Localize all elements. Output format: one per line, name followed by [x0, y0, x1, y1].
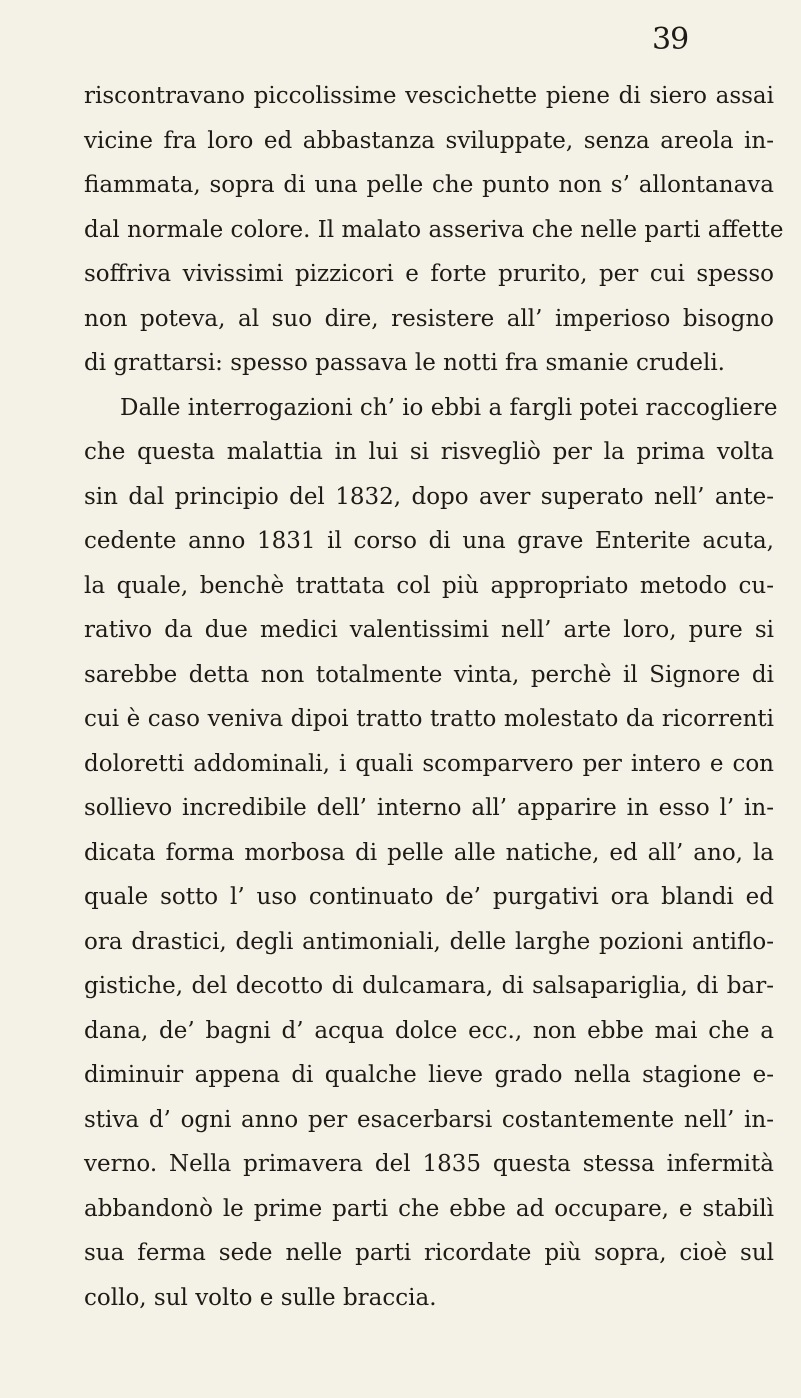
body-text: [84, 74, 784, 1320]
text-line: collo, sul volto e sulle braccia.: [84, 1284, 437, 1311]
text-line: sin dal principio del 1832, dopo aver superato nell’ ante-: [84, 483, 774, 510]
text-line: sollievo incredibile dell’ interno all’ apparire in esso l’ in-: [84, 795, 774, 821]
text-line: dal normale colore. Il malato asseriva che nelle parti affette: [84, 216, 784, 243]
page-number: 39: [652, 22, 689, 57]
text-line: non poteva, al suo dire, resistere all’ imperioso bisogno: [84, 305, 774, 332]
text-line: soffriva vivissimi pizzicori e forte prurito, per cui spesso: [84, 261, 774, 287]
text-line: verno. Nella primavera del 1835 questa stessa infermità: [84, 1151, 774, 1177]
text-line: che questa malattia in lui si risvegliò per la prima volta: [84, 439, 774, 465]
text-line: abbandonò le prime parti che ebbe ad occupare, e stabilì: [84, 1195, 774, 1222]
text-line: quale sotto l’ uso continuato de’ purgativi ora blandi ed: [84, 884, 774, 910]
paragraph-start-line: Dalle interrogazioni ch’ io ebbi a fargli potei raccogliere: [120, 394, 778, 421]
text-line: di grattarsi: spesso passava le notti fra smanie crudeli.: [84, 350, 725, 376]
text-line: doloretti addominali, i quali scomparvero per intero e con: [84, 750, 774, 777]
text-line: stiva d’ ogni anno per esacerbarsi costantemente nell’ in-: [84, 1106, 774, 1133]
text-line: cui è caso veniva dipoi tratto tratto molestato da ricorrenti: [84, 706, 774, 732]
text-line: sarebbe detta non totalmente vinta, perchè il Signore di: [84, 661, 774, 688]
text-line: riscontravano piccolissime vescichette piene di siero assai: [84, 83, 774, 109]
text-line: diminuir appena di qualche lieve grado nella stagione e-: [84, 1062, 774, 1088]
text-line: la quale, benchè trattata col più appropriato metodo cu-: [84, 572, 774, 599]
text-line: gistiche, del decotto di dulcamara, di salsapariglia, di bar-: [84, 973, 774, 999]
text-line: dicata forma morbosa di pelle alle natiche, ed all’ ano, la: [84, 839, 774, 866]
text-line: cedente anno 1831 il corso di una grave Enterite acuta,: [84, 528, 774, 554]
text-line: ora drastici, degli antimoniali, delle larghe pozioni antiflo-: [84, 928, 774, 955]
text-line: vicine fra loro ed abbastanza sviluppate, senza areola in-: [84, 127, 774, 154]
text-line: fiammata, sopra di una pelle che punto non s’ allontanava: [84, 172, 774, 198]
text-line: sua ferma sede nelle parti ricordate più sopra, cioè sul: [84, 1240, 774, 1266]
text-line: rativo da due medici valentissimi nell’ arte loro, pure si: [84, 617, 774, 643]
text-line: dana, de’ bagni d’ acqua dolce ecc., non ebbe mai che a: [84, 1017, 774, 1044]
